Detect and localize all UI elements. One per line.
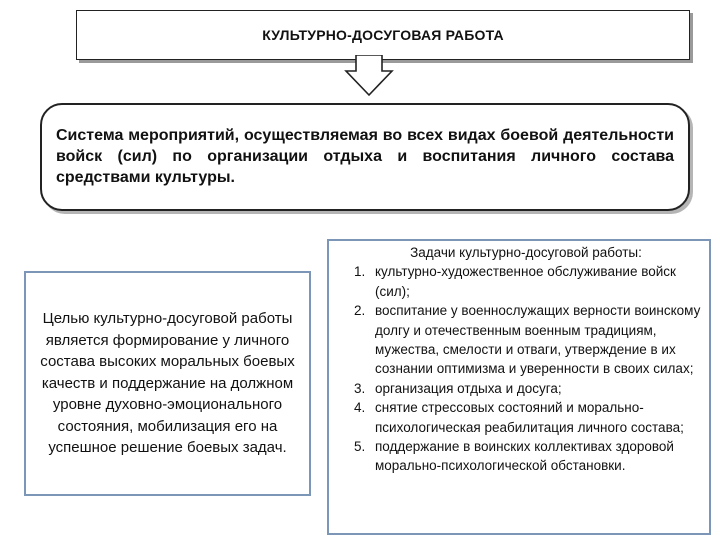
- definition-text: Система мероприятий, осуществляемая во всех видах боевой деятельности войск (сил) по организации отдыха и воспитания личного состава средствами культуры.: [56, 127, 674, 186]
- title-box: [76, 10, 690, 60]
- tasks-heading: Задачи культурно-досуговой работы:: [410, 245, 642, 260]
- task-item: 2. воспитание у военнослужащих верности воинскому долгу и отечественным военным традициям, мужества, смелости и отваги, утверждение в их сознании оптимизма и уверенности в своих силах;: [369, 301, 703, 379]
- diagram-title: КУЛЬТУРНО-ДОСУГОВАЯ РАБОТА: [262, 27, 504, 43]
- definition-box: [40, 103, 690, 211]
- tasks-list: [341, 262, 703, 475]
- task-item: 5. поддержание в воинских коллективах здоровой морально-психологической обстановки.: [369, 437, 703, 476]
- task-item: 1. культурно-художественное обслуживание войск (сил);: [369, 262, 703, 301]
- down-arrow-icon: [344, 55, 394, 99]
- task-item: 4. снятие стрессовых состояний и морально-психологическая реабилитация личного состава;: [369, 398, 703, 437]
- goal-text: Целью культурно-досуговой работы является формирование у личного состава высоких моральных боевых качеств и поддержание на должном уровне духовно-эмоционального состояния, мобилизация его на успешное решение боевых задач.: [40, 310, 295, 457]
- task-item: 3. организация отдыха и досуга;: [369, 379, 703, 398]
- goal-box: [24, 271, 311, 496]
- tasks-box: [327, 239, 711, 535]
